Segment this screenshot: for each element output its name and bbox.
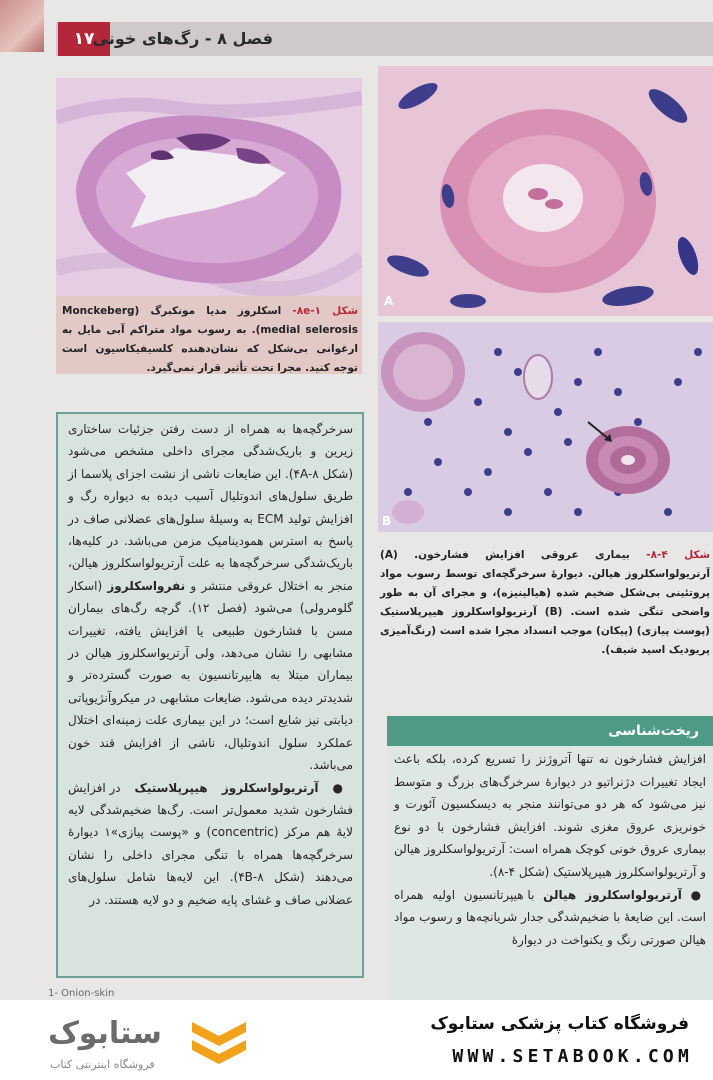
morphology-paragraph-2: ● آرتریولواسکلروز هیالن با هیپرتانسیون اولیه همراه است. این ضایعهٔ با ضخیم‌شدگی جدار شریانچه‌ها و رسوب مواد هیالن صورتی رنگ و یکنواخت در دیوارهٔ xyxy=(394,887,706,947)
page-number: ۱۷ xyxy=(58,22,110,56)
main-paragraph-2: ● آرتریولواسکلروز هیپرپلاستیک در افزایش فشارخون شدید معمول‌تر است. رگ‌ها ضخیم‌شدگی لایه لایهٔ هم مرکز (concentric) و «پوست پیازی»۱ دیوارهٔ سرخرگچه‌ها همراه با تنگی مجرای داخلی را نشان می‌دهند (شکل ۴B-۸). این لایه‌ها شامل سلول‌های عضلانی صاف و غشای پایه ضخیم و دو لایه هستند. در xyxy=(68,780,353,907)
footnote: 1- Onion-skin xyxy=(48,988,115,999)
setabook-chevron-icon xyxy=(190,1018,248,1066)
shop-url[interactable]: WWW.SETABOOK.COM xyxy=(452,1046,693,1067)
hyaline-term: آرتریولواسکلروز هیالن xyxy=(543,887,682,902)
morphology-text xyxy=(394,748,706,951)
setabook-logo-text: ستابوک xyxy=(48,1016,162,1051)
figure-monckeberg-image xyxy=(56,78,362,296)
figure-hyperplastic-arteriolosclerosis-image xyxy=(378,322,713,532)
figure2-caption-label: شکل ۴-۸- xyxy=(646,549,710,561)
chapter-title: فصل ۸ - رگ‌های خونی xyxy=(92,29,273,48)
panel-letter-a: A xyxy=(384,294,394,308)
main-paragraph-1 xyxy=(68,418,353,777)
figure1-caption-label: شکل ۱-۸e- xyxy=(292,305,358,317)
morphology-paragraph-1: افزایش فشارخون نه تنها آتروژنز را تسریع کرده، بلکه باعث ایجاد تغییرات دژنراتیو در دیوارهٔ سرخرگ‌های بزرگ و متوسط نیز می‌شود که هر دو می‌توانند منجر به دیسکسیون آئورت و خونریزی عروق مغزی شوند. افزایش فشارخون با دو نوع بیماری عروق خونی کوچک همراه است: آرتریولواسکلروز هیالن و آرتریولواسکلروز هیپرپلاستیک (شکل ۴-۸). xyxy=(394,752,706,879)
main-paragraph-1-text: سرخرگچه‌ها به همراه از دست رفتن جزئیات ساختاری زیرین و باریک‌شدگی مجرای داخلی مشخص می‌شود (شکل ۴A-۸). این ضایعات ناشی از نشت اجزای پلاسما از طریق سلول‌های اندوتلیال آسیب دیده به دیواره رگ و افزایش تولید ECM به وسیلهٔ سلول‌های عضلانی صاف در پاسخ به استرس همودینامیک مزمن می‌باشد. در کلیه‌ها، باریک‌شدگی سرخرگچه‌ها به علت آرتریولواسکلروز هیالن، منجر به اختلال عروقی منتشر و xyxy=(68,422,353,593)
figure1-caption-text: اسکلروز مدیا مونکبرگ (Monckeberg medial selerosis). به رسوب مواد متراکم آبی مایل به ارغوانی بی‌شکل که نشان‌دهنده کلسیفیکاسیون است توجه کنید. مجرا تحت تأثیر قرار نمی‌گیرد. xyxy=(62,305,358,374)
main-paragraph-2-text: در افزایش فشارخون شدید معمول‌تر است. رگ‌ها ضخیم‌شدگی لایه لایهٔ هم مرکز (concentric) و «پوست پیازی»۱ دیوارهٔ سرخرگچه‌ها همراه با تنگی مجرای داخلی را نشان می‌دهند (شکل ۴B-۸). این لایه‌ها شامل سلول‌های عضلانی صاف و غشای پایه ضخیم و دو لایه هستند. در xyxy=(68,780,353,907)
figure2-caption xyxy=(380,546,710,660)
figure-hyaline-arteriolosclerosis-image xyxy=(378,66,713,316)
panel-letter-b: B xyxy=(382,514,392,528)
setabook-logo-subtitle: فروشگاه اینترنتی کتاب xyxy=(50,1058,155,1071)
shop-title: فروشگاه کتاب پزشکی ستابوک xyxy=(430,1014,689,1034)
nephrosclerosis-term: نفرواسکلروز xyxy=(107,578,186,593)
morphology-title: ریخت‌شناسی xyxy=(608,723,699,739)
main-paragraph-1-end: (اسکار گلومرولی) می‌شود (فصل ۱۲). گرچه رگ‌های بیماران مسن با فشارخون طبیعی یا افزایش یافته، تغییرات مشابهی را نشان می‌دهد، ولی آرتریواسکلروز هیالن در بیماران مبتلا به هایپرتانسیون به صورت گسترده‌تر و شدیدتر دیده می‌شود. ضایعات مشابهی در میکروآنژیوپاتی دیابتی نیز شایع است؛ در این بیماری علت زمینه‌ای اختلال عملکرد سلول اندوتلیال، ناشی از افزایش قند خون می‌باشد. xyxy=(68,578,353,773)
main-text xyxy=(68,418,353,911)
figure2-caption-text: بیماری عروقی افزایش فشارخون. (A) آرتریولواسکلروز هیالن. دیوارهٔ سرخرگچه‌ای توسط رسوب مواد پروتئینی بی‌شکل ضخیم شده (هیالینیزه)، و مجرای آن به طور واضحی تنگی شده است. (B) آرتریولواسکلروز هیپرپلاستیک (پوست پیازی) (پیکان) موجب انسداد مجرا شده است (رنگ‌آمیزی پریودیک اسید شیف). xyxy=(380,549,710,656)
figure1-caption xyxy=(62,302,358,378)
morphology-paragraph-2-text: با هیپرتانسیون اولیه همراه است. این ضایعهٔ با ضخیم‌شدگی جدار شریانچه‌ها و رسوب مواد هیالن صورتی رنگ و یکنواخت در دیوارهٔ xyxy=(394,887,706,947)
morphology-header xyxy=(387,716,713,746)
hyperplastic-term: آرتریولواسکلروز هیپرپلاستیک xyxy=(134,780,319,795)
